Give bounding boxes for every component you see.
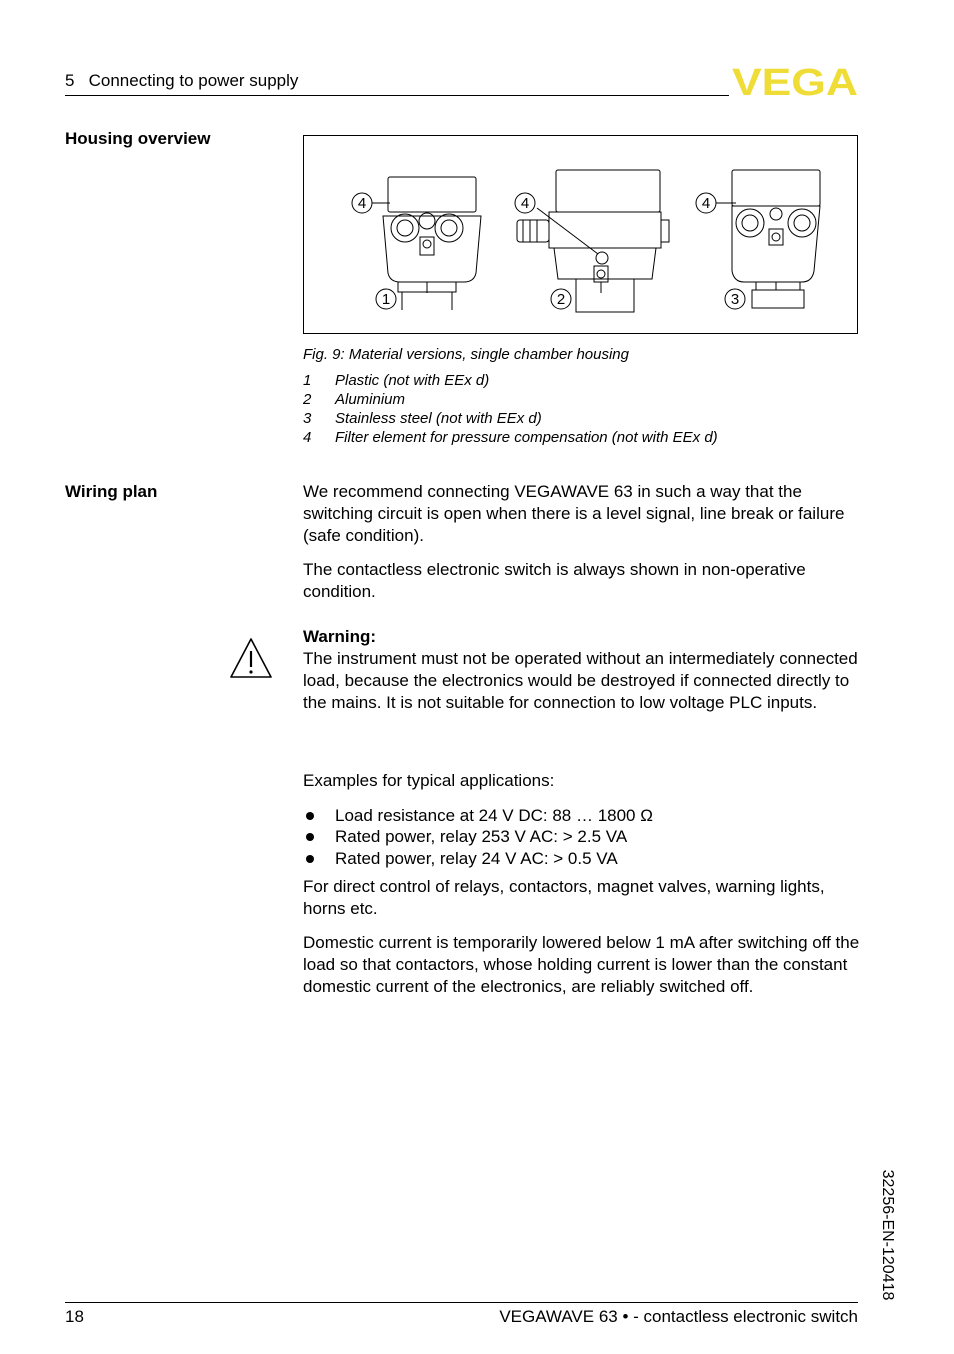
list-item-text: Rated power, relay 24 V AC: > 0.5 VA xyxy=(335,848,618,868)
document-code-text: 32256-EN-120418 xyxy=(879,1169,896,1301)
figure-legend xyxy=(303,371,863,447)
header-section-title: 5 Connecting to power supply xyxy=(65,71,299,90)
wiring-paragraph-2: The contactless electronic switch is always shown in non-operative condition. xyxy=(303,560,806,601)
document-code xyxy=(872,1160,902,1310)
wiring-intro xyxy=(303,481,863,603)
footer-title: VEGAWAVE 63 • - contactless electronic switch xyxy=(499,1307,858,1326)
wiring-plan-heading: Wiring plan xyxy=(65,482,158,501)
wiring-paragraph-1: We recommend connecting VEGAWAVE 63 in such a way that the switching circuit is open when there is a level signal, line break or failure (safe condition). xyxy=(303,482,845,545)
housing-drawing xyxy=(304,136,857,333)
legend-text: Stainless steel (not with EEx d) xyxy=(335,410,542,427)
callout-4a: 4 xyxy=(357,195,367,212)
examples-list xyxy=(303,805,863,870)
callout-4c: 4 xyxy=(701,195,711,212)
callout-1: 1 xyxy=(381,291,391,308)
legend-number: 3 xyxy=(303,410,312,427)
legend-text: Filter element for pressure compensation (not with EEx d) xyxy=(335,429,718,446)
vega-logo xyxy=(732,64,860,98)
wiring-closing xyxy=(303,876,863,998)
list-item-text: Load resistance at 24 V DC: 88 … 1800 Ω xyxy=(335,805,653,825)
list-item xyxy=(303,848,863,870)
legend-text: Plastic (not with EEx d) xyxy=(335,372,490,389)
list-item xyxy=(303,805,863,827)
bullet-icon xyxy=(306,833,314,841)
housing-overview-heading: Housing overview xyxy=(65,129,211,148)
wiring-paragraph-3: For direct control of relays, contactors, magnet valves, warning lights, horns etc. xyxy=(303,877,825,918)
svg-text:VEGA: VEGA xyxy=(732,64,858,98)
wiring-paragraph-4: Domestic current is temporarily lowered below 1 mA after switching off the load so that contactors, whose holding current is lower than the constant domestic current of the electronics, are reliably switched off. xyxy=(303,933,860,996)
legend-item xyxy=(303,409,863,428)
legend-number: 2 xyxy=(303,391,312,408)
legend-item xyxy=(303,390,863,409)
legend-item xyxy=(303,428,863,447)
warning-text: The instrument must not be operated without an intermediately connected load, because the electronics would be destroyed if connected directly to the mains. It is not suitable for connection to low voltage PLC inputs. xyxy=(303,649,858,712)
bullet-icon xyxy=(306,812,314,820)
callout-4b: 4 xyxy=(520,195,530,212)
callout-3: 3 xyxy=(730,291,740,308)
legend-number: 1 xyxy=(303,372,312,389)
legend-item xyxy=(303,371,863,390)
header-rule xyxy=(65,95,729,96)
footer-rule xyxy=(65,1302,858,1303)
bullet-icon xyxy=(306,855,314,863)
figure-caption: Fig. 9: Material versions, single chamber housing xyxy=(303,346,629,363)
callout-2: 2 xyxy=(556,291,566,308)
legend-number: 4 xyxy=(303,429,312,446)
examples-intro: Examples for typical applications: xyxy=(303,771,555,790)
housing-figure xyxy=(303,135,858,334)
legend-text: Aluminium xyxy=(335,391,406,408)
list-item-text: Rated power, relay 253 V AC: > 2.5 VA xyxy=(335,827,628,847)
list-item xyxy=(303,827,863,849)
warning-title: Warning: xyxy=(303,627,377,646)
warning-block xyxy=(303,626,863,714)
warning-triangle-icon xyxy=(229,637,273,679)
page-number: 18 xyxy=(65,1307,84,1326)
